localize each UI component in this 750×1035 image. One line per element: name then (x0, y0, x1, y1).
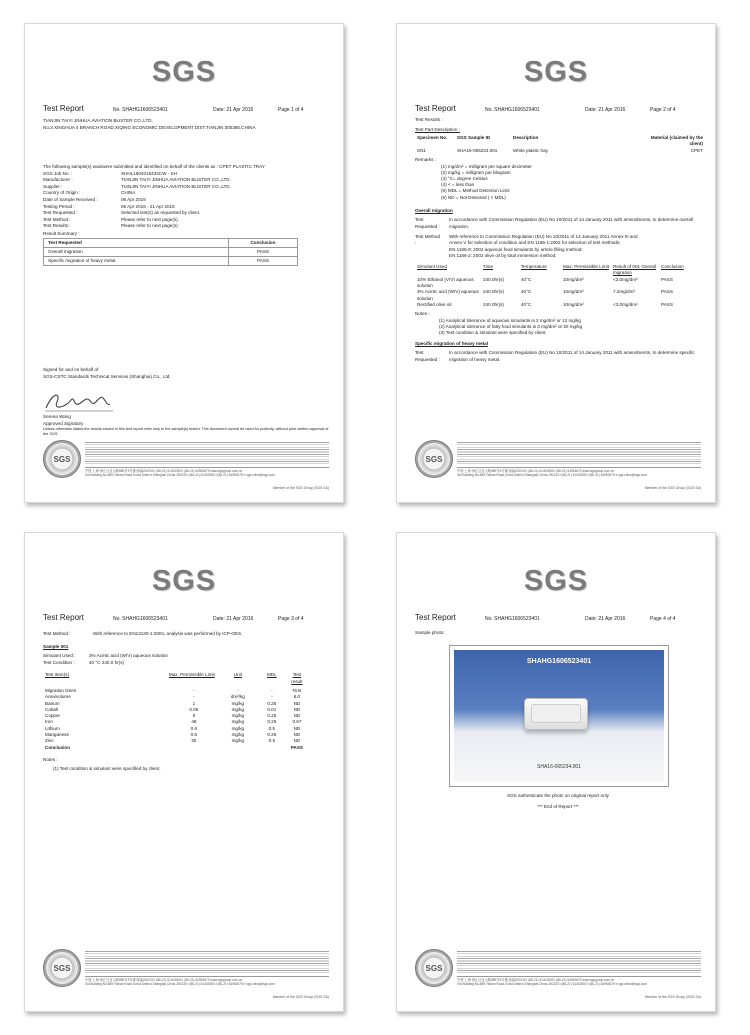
table-row (43, 685, 305, 694)
page-number: Page 1 of 4 (278, 107, 304, 113)
table-cell: - (193, 694, 195, 700)
end-of-report: *** End of Report *** (537, 804, 579, 809)
results-block (415, 117, 701, 364)
report-title: Test Report (43, 104, 84, 113)
table-header: SGS Sample ID (457, 135, 491, 141)
field-label: Supplier : (43, 183, 63, 189)
table-row (415, 289, 711, 302)
list-item: (2) mg/kg = milligram per kilogram (441, 169, 511, 175)
table-cell: 6.0 (293, 694, 301, 700)
sgs-logo: SGS (523, 565, 589, 597)
table-cell: 240.0hr(s) (483, 301, 504, 307)
page-footer (43, 949, 329, 989)
field-label: Test Requested : (415, 217, 440, 230)
sgs-seal: SGS (43, 440, 81, 478)
page-number: Page 2 of 4 (650, 107, 676, 113)
table-header: Material (claimed by the client) (650, 135, 703, 147)
field-value: With reference to EN13130-1:2004, analysis was performed by ICP-OES. (93, 631, 243, 636)
table-row (44, 256, 298, 265)
method-line: EN 1186-9: 2002 aqueous food simulants by article filling method; (449, 246, 583, 252)
field-label: Test Method : (415, 233, 441, 246)
table-cell: 240.0hr(s) (483, 289, 504, 295)
table-cell: 40°C (521, 301, 532, 307)
table-header-row (44, 238, 298, 247)
list-item: (6) ND = Not Detected ( < MDL) (441, 194, 506, 200)
intro-text: The following sample(s) was/were submitted and identified on behalf of the clients as : CPET PLASTIC TRAY (43, 164, 265, 169)
field-row (43, 217, 329, 224)
field-row (43, 223, 329, 230)
table-cell: CPET (690, 147, 703, 153)
report-number: No. SHAHG1606523401 (113, 616, 168, 622)
sgs-seal: SGS (415, 949, 453, 987)
field-row (43, 190, 329, 197)
field-row (43, 204, 329, 211)
table-cell: PASS (229, 247, 298, 256)
tray-image (524, 698, 588, 730)
table-cell: mg/kg (231, 732, 245, 738)
field-row (43, 210, 329, 217)
table-cell: PASS (229, 256, 298, 265)
field-row (43, 171, 329, 178)
table-cell: Iron (45, 719, 53, 725)
remarks-list (415, 164, 701, 201)
page-footer (415, 949, 701, 989)
table-cell: mg/kg (231, 725, 245, 731)
field-value: In accordance with Commission Regulation (EU) No 10/2011 of 14 January 2011 with amendments, to determine overall migration. (449, 217, 693, 230)
table-cell: 0.6 (190, 732, 198, 738)
signer-title: Approved Signatory (43, 420, 84, 426)
report-date: Date: 21 Apr 2016 (585, 107, 626, 113)
table-header: Max. Permissible Limit (563, 264, 609, 270)
field-label: Testing Period : (43, 203, 75, 209)
page-number: Page 4 of 4 (650, 616, 676, 622)
list-item: (3) Test condition & simulant were specified by client. (439, 329, 547, 335)
report-number: No. SHAHG1606523401 (485, 616, 540, 622)
table-cell: Migration times (45, 687, 77, 693)
report-date: Date: 21 Apr 2016 (213, 107, 254, 113)
table-cell: ND (293, 706, 301, 712)
metal-block (43, 631, 329, 772)
handwritten-signature (43, 388, 113, 414)
report-page-4 (396, 532, 716, 1012)
fine-print (457, 442, 701, 464)
table-header: Temperature (521, 264, 547, 270)
table-cell: ND (293, 713, 301, 719)
client-name: TIANJIN TAIYI JINHUA AVIATION BLISTER CO.,LTD. (43, 118, 153, 123)
test-requested-2 (415, 350, 701, 363)
summary-table (43, 238, 298, 266)
sgs-logo: SGS (151, 565, 217, 597)
field-label: Country of Origin : (43, 190, 81, 196)
part-desc-title: Test Part Description : (415, 126, 460, 132)
photo-top-label: SHAHG1606523401 (526, 658, 592, 665)
table-cell: Lithium (45, 725, 60, 731)
field-row (43, 197, 329, 204)
condition-row (43, 660, 329, 667)
table-cell: Zinc (45, 738, 54, 744)
table-cell: Copper (45, 713, 61, 719)
field-row (43, 184, 329, 191)
footer-address-cn: 中国·上海·徐汇区宜山路889号3号楼 邮编200233 t (86-21) 61402553 f (86-21) 64953679 www.sgsgroup.com.cn (85, 469, 243, 473)
photo-label: Sample photo: (415, 630, 445, 635)
table-cell: 10mg/dm² (563, 276, 584, 282)
table-cell: Manganese (45, 732, 70, 738)
table-cell: 10mg/dm² (563, 301, 584, 307)
table-cell: 0.6 (190, 725, 198, 731)
table-cell: 0.05 (189, 706, 199, 712)
page-footer (43, 440, 329, 480)
table-cell: <3.0mg/dm² (613, 276, 638, 282)
list-item: (1) Analytical tolerance of aqueous simulants is 2 mg/dm² or 12 mg/kg (439, 317, 581, 323)
table-cell (255, 745, 289, 751)
table-header: Conclusion (229, 238, 298, 247)
member-line: Member of the SGS Group (SGS SA) (644, 995, 701, 999)
table-cell: 25 (191, 738, 197, 744)
sample-title: Sample 001 (43, 643, 69, 649)
table-cell: PASS (661, 301, 673, 307)
table-cell: 3% Acetic acid (W/V) aqueous solution (417, 289, 479, 301)
list-item: (5) MDL = Method Detection Limit (441, 188, 510, 194)
table-cell: 0.5 (268, 738, 276, 744)
table-cell: First (292, 687, 302, 693)
signed-company: SGS-CSTC Standards Technical Services (Shanghai) Co., Ltd. (43, 373, 171, 379)
table-cell: 0.25 (267, 719, 277, 725)
page-footer (415, 440, 701, 480)
table-cell: Specific migration of heavy metal (44, 256, 229, 265)
summary-title: Result Summary : (43, 230, 80, 236)
table-header-row (43, 672, 305, 685)
table-header-row (415, 264, 711, 277)
metal-table (43, 672, 305, 751)
notes-list (415, 318, 701, 336)
member-line: Member of the SGS Group (SGS SA) (272, 995, 329, 999)
tray-inner (531, 704, 581, 723)
table-cell: mg/kg (231, 700, 245, 706)
table-cell: 0.25 (267, 713, 277, 719)
report-title: Test Report (415, 613, 456, 622)
table-cell: White plastic tray (513, 147, 548, 153)
table-cell: 0.67 (292, 719, 302, 725)
table-header: Simulant Used (417, 264, 447, 270)
fine-print (85, 951, 329, 973)
footer-address-en: 3rd Building,No.889,Yishan Road,Xuhui District,Shanghai,China 200233 t (86-21) 61402553 f (86-21) 64953679 e sgs.china@sgs.com (85, 982, 275, 986)
field-value: Please refer to next page(s). (121, 223, 179, 229)
table-cell: 40°C (521, 289, 532, 295)
test-method (43, 631, 329, 638)
disclaimer: Unless otherwise stated the results shown in this test report refer only to the sample(s) tested. This document cannot be used for publicity, without prior written approval of the SGS. (43, 427, 329, 436)
footer-address-cn: 中国·上海·徐汇区宜山路889号3号楼 邮编200233 t (86-21) 61402553 f (86-21) 64953679 www.sgsgroup.com.cn (85, 978, 243, 982)
sample-info (43, 164, 329, 266)
page-header (43, 613, 329, 622)
table-row (43, 745, 305, 751)
page-header (43, 104, 329, 113)
field-label: Manufacturer : (43, 177, 73, 183)
table-cell: PASS (661, 276, 673, 282)
field-value: In accordance with Commission Regulation (EU) No 10/2011 of 14 January 2011 with amendments, to determine specific migration of heavy metal. (449, 350, 695, 362)
table-cell: PASS (290, 744, 303, 750)
field-label: Date of Sample Received : (43, 196, 98, 202)
signer-name: Serena Wang (43, 414, 71, 420)
report-page-1 (24, 23, 344, 503)
table-header: Unit (233, 672, 242, 678)
table-cell: SN1 (417, 147, 426, 153)
signature-block (43, 367, 329, 437)
field-value: 40 °C 240.0 hr(s) (89, 659, 125, 665)
part-table (415, 135, 705, 154)
table-cell: 0.25 (267, 732, 277, 738)
footer-address-en: 3rd Building,No.889,Yishan Road,Xuhui District,Shanghai,China 200233 t (86-21) 61402553 f (86-21) 64953679 e sgs.china@sgs.com (85, 473, 275, 477)
table-header: Time (483, 264, 494, 270)
page-header (415, 613, 701, 622)
field-label: Test Results : (43, 223, 71, 229)
footer-address (457, 976, 701, 986)
table-cell: SHA16-065234.001 (457, 147, 498, 153)
footer-address (457, 467, 701, 477)
table-cell: dm²/kg (230, 694, 245, 700)
overall-title: Overall migration (415, 207, 453, 213)
table-cell: Barium (45, 700, 60, 706)
table-cell: mg/kg (231, 713, 245, 719)
field-value: 06 Apr 2016 (121, 196, 146, 202)
table-row (44, 247, 298, 256)
field-value: Please refer to next page(s). (121, 216, 179, 222)
table-cell: 0.01 (267, 706, 277, 712)
field-label: Test Requested : (43, 210, 78, 216)
sgs-seal: SGS (43, 949, 81, 987)
member-line: Member of the SGS Group (SGS SA) (272, 486, 329, 490)
table-row (415, 277, 711, 290)
list-item: (2) Analytical tolerance of fatty food simulants is 3 mg/dm² or 20 mg/kg (439, 323, 583, 329)
table-header-row (415, 135, 705, 148)
client-address: No.3 XINGHUA 4 BRANCH ROAD,XIQING ECONOMIC DEVELOPMENT DIST,TIANJIN 300385,CHINA (43, 124, 256, 130)
footer-address-en: 3rd Building,No.889,Yishan Road,Xuhui District,Shanghai,China 200233 t (86-21) 61402553 f (86-21) 64953679 e sgs.china@sgs.com (457, 473, 647, 477)
table-cell: <3.0mg/dm² (613, 301, 638, 307)
results-label: Test Results : (415, 117, 443, 122)
photo-auth: SGS authenticate the photo on original report only (507, 793, 609, 798)
table-cell: 5 (192, 713, 196, 719)
table-header: Specimen No. (417, 135, 448, 141)
field-label: Simulant Used : (43, 653, 76, 659)
table-cell: 10mg/dm² (563, 289, 584, 295)
table-header: MDL (266, 672, 277, 678)
table-cell: - (193, 687, 195, 693)
field-label: Test Condition : (43, 659, 75, 665)
simulant-row (43, 653, 329, 660)
table-cell: - (271, 687, 273, 693)
footer-address-cn: 中国·上海·徐汇区宜山路889号3号楼 邮编200233 t (86-21) 61402553 f (86-21) 64953679 www.sgsgroup.com.cn (457, 469, 615, 473)
field-value: CHINA (121, 190, 136, 196)
list-item: (4) < = less than (441, 182, 475, 188)
page-number: Page 3 of 4 (278, 616, 304, 622)
table-cell: mg/kg (231, 738, 245, 744)
report-page-3 (24, 532, 344, 1012)
footer-address (85, 976, 329, 986)
field-value: TIANJIN TAIYI JINHUA AVIATION BLISTER CO.,LTD. (121, 183, 231, 189)
page-header (415, 104, 701, 113)
table-header: Max. Permissible Limit (168, 672, 215, 678)
report-number: No. SHAHG1606523401 (113, 107, 168, 113)
test-method (415, 234, 701, 260)
list-item: (3) °C= degree Celsius (441, 176, 488, 182)
table-cell: ND (293, 738, 301, 744)
table-row (415, 302, 711, 308)
table-row (415, 148, 705, 154)
table-cell: ND (293, 732, 301, 738)
table-cell: mg/kg (231, 719, 245, 725)
table-cell: ND (293, 700, 301, 706)
table-cell: Area/volume (45, 694, 71, 700)
field-label: Test Method : (43, 216, 71, 222)
field-label: Test Method : (43, 631, 71, 636)
footer-address (85, 467, 329, 477)
fine-print (85, 442, 329, 464)
table-header: Test Item(s) (45, 672, 69, 678)
table-header: Test Requested (44, 238, 229, 247)
field-value: Selected test(s) as requested by client. (121, 210, 201, 216)
table-header: Conclusion (661, 264, 684, 270)
table-cell: 0.5 (268, 725, 276, 731)
table-cell: Cobalt (45, 706, 59, 712)
list-item: (1) mg/dm² = milligram per square decimeter (441, 163, 532, 169)
field-value (441, 234, 638, 260)
table-cell: 1 (192, 700, 196, 706)
specific-title: Specific migration of heavy metal (415, 340, 489, 346)
note-item: (1) Test condition & simulant were specified by client. (53, 765, 161, 771)
table-cell: ND (293, 725, 301, 731)
table-cell: PASS (661, 289, 673, 295)
report-page-2 (396, 23, 716, 503)
table-cell: 48 (191, 719, 197, 725)
method-line: EN 1186-2: 2002 olive oil by total immersion method; (449, 253, 557, 259)
footer-address-en: 3rd Building,No.889,Yishan Road,Xuhui District,Shanghai,China 200233 t (86-21) 61402553 f (86-21) 64953679 e sgs.china@sgs.com (457, 982, 647, 986)
field-row (43, 177, 329, 184)
table-cell: 240.0hr(s) (483, 276, 504, 282)
table-cell: 7.2mg/dm² (613, 289, 635, 295)
table-header: Test result (291, 672, 303, 684)
photo-sample-id: SHA16-065234.001 (537, 764, 581, 770)
table-cell (221, 745, 255, 751)
table-header: Result of 001 Overall migration (613, 264, 656, 276)
table-header: Description (513, 135, 539, 141)
table-cell: Overall migration (44, 247, 229, 256)
table-cell (167, 745, 221, 751)
test-requested (415, 217, 701, 230)
remarks-title: Remarks : (415, 157, 436, 163)
table-cell: mg/kg (231, 706, 245, 712)
method-line: Annex V for selection of condition and EN 1186-1:2002 for selection of test methods; (449, 240, 621, 246)
notes-title: Notes : (43, 756, 58, 762)
member-line: Member of the SGS Group (SGS SA) (644, 486, 701, 490)
fine-print (457, 951, 701, 973)
table-cell: Conclusion (45, 744, 71, 750)
table-cell: - (237, 687, 239, 693)
footer-address-cn: 中国·上海·徐汇区宜山路889号3号楼 邮编200233 t (86-21) 61402553 f (86-21) 64953679 www.sgsgroup.com.cn (457, 978, 615, 982)
client-block (43, 118, 329, 131)
field-value: 3% Acetic acid (W/V) aqueous solution (89, 653, 168, 659)
notes-title: Notes : (415, 311, 430, 317)
field-label: SGS Job No. : (43, 170, 73, 176)
report-date: Date: 21 Apr 2016 (213, 616, 254, 622)
table-cell: - (271, 694, 273, 700)
table-cell: 40°C (521, 276, 532, 282)
report-date: Date: 21 Apr 2016 (585, 616, 626, 622)
migration-table (415, 264, 711, 308)
field-value: TIANJIN TAIYI JINHUA AVIATION BLISTER CO.,LTD. (121, 177, 231, 183)
field-label: Test Requested : (415, 350, 440, 362)
sample-photo (449, 645, 669, 787)
field-value: SHHL1604016434CW - SH (121, 170, 177, 176)
table-cell: 0.25 (267, 700, 277, 706)
report-number: No. SHAHG1606523401 (485, 107, 540, 113)
table-cell: 10% Ethanol (V/V) aqueous solution (417, 276, 474, 288)
table-cell: Rectified olive oil (417, 301, 452, 307)
method-line: With reference to Commission Regulation (EU) No 10/2011 of 14 January 2011 Annex III and (449, 233, 638, 239)
sgs-logo: SGS (151, 56, 217, 88)
report-title: Test Report (415, 104, 456, 113)
sgs-seal: SGS (415, 440, 453, 478)
report-title: Test Report (43, 613, 84, 622)
sgs-logo: SGS (523, 56, 589, 88)
signed-for: Signed for and on behalf of (43, 367, 99, 372)
field-value: 06 Apr 2016 - 21 Apr 2016 (121, 203, 175, 209)
